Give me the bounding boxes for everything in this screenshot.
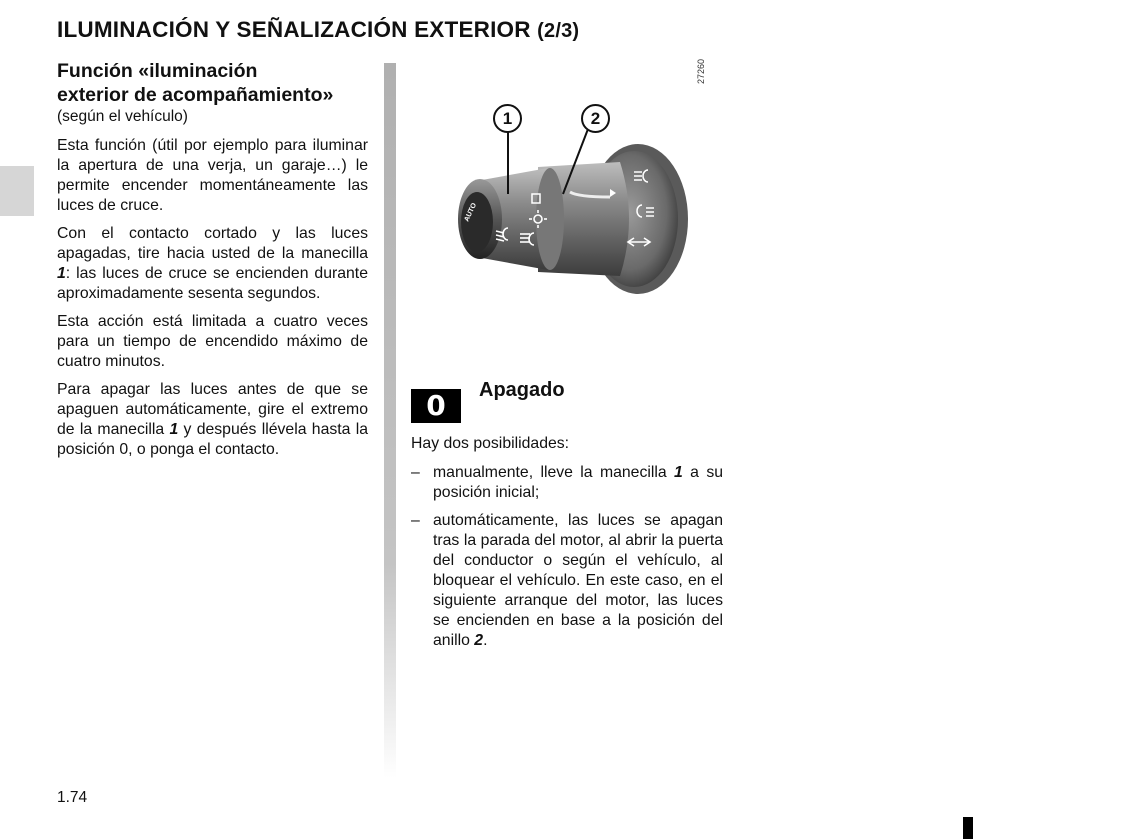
heading-line-1: Función «iluminación: [57, 60, 258, 82]
bullet-dash: –: [411, 512, 420, 529]
light-stalk-illustration: [420, 62, 725, 362]
ring-1-edge: [536, 168, 564, 270]
left-column: [57, 59, 368, 468]
paragraph-4: [57, 380, 368, 460]
paragraph-3: Esta acción está limitada a cuatro veces para un tiempo de encendido máximo de cuatro minutos.: [57, 313, 368, 370]
paragraph-1: Esta función (útil por ejemplo para iluminar la apertura de una verja, un garaje…) le permite encender momentáneamente las luces de cruce.: [57, 137, 368, 214]
section-note: (según el vehículo): [57, 108, 188, 125]
title-text: ILUMINACIÓN Y SEÑALIZACIÓN EXTERIOR: [57, 17, 531, 42]
off-symbol: 0: [426, 389, 446, 422]
page-of-label: (2/3): [537, 20, 580, 42]
paragraph-2: [57, 224, 368, 304]
page-edge-marker: [963, 817, 973, 839]
off-symbol-box: [411, 389, 461, 423]
list-item-1-text-b: a su posición inicial;: [433, 464, 724, 501]
paragraph-2-text-b: : las luces de cruce se encienden durante aproximadamente sesenta segundos.: [57, 265, 368, 302]
paragraph-4-text-b: y después llévela hasta la posición 0, o ponga el contacto.: [57, 421, 369, 458]
section-heading: [57, 59, 368, 107]
right-column: [411, 434, 723, 659]
page-number: 1.74: [57, 789, 88, 806]
list-item-2-text-a: automáticamente, las luces se apagan tras la parada del motor, al abrir la puerta del conductor o según el vehículo, al bloquear el vehículo. En este caso, en el siguiente arranque del motor, las luces se encienden en base a la posición del anillo: [433, 512, 723, 649]
list-item-text: [433, 463, 723, 503]
callout-1: 1: [493, 104, 522, 133]
page-title: [57, 17, 579, 43]
off-heading: Apagado: [479, 379, 565, 401]
list-item: [411, 463, 723, 503]
column-divider: [384, 63, 396, 778]
lever-reference: 1: [674, 464, 683, 481]
list-item-text: [433, 511, 723, 651]
heading-line-2: exterior de acompañamiento»: [57, 84, 334, 106]
auto-label: AUTO: [463, 202, 479, 223]
lever-reference: 1: [57, 265, 66, 282]
ring-reference: 2: [474, 632, 484, 649]
list-item-2-text-b: .: [483, 632, 488, 649]
list-item-1-text-a: manualmente, lleve la manecilla: [433, 464, 675, 481]
lever-reference: 1: [169, 421, 179, 438]
bullet-dash: –: [411, 464, 420, 481]
paragraph-2-text-a: Con el contacto cortado y las luces apagadas, tire hacia usted de la manecilla: [57, 225, 368, 262]
section-tab: [0, 166, 34, 216]
paragraph-4-text-a: Para apagar las luces antes de que se apaguen automáticamente, gire el extremo de la manecilla: [57, 381, 368, 438]
light-switch-figure: [420, 58, 725, 362]
list-item: [411, 511, 723, 651]
callout-2: 2: [581, 104, 610, 133]
figure-code: 27260: [696, 58, 706, 84]
options-intro: Hay dos posibilidades:: [411, 435, 570, 452]
